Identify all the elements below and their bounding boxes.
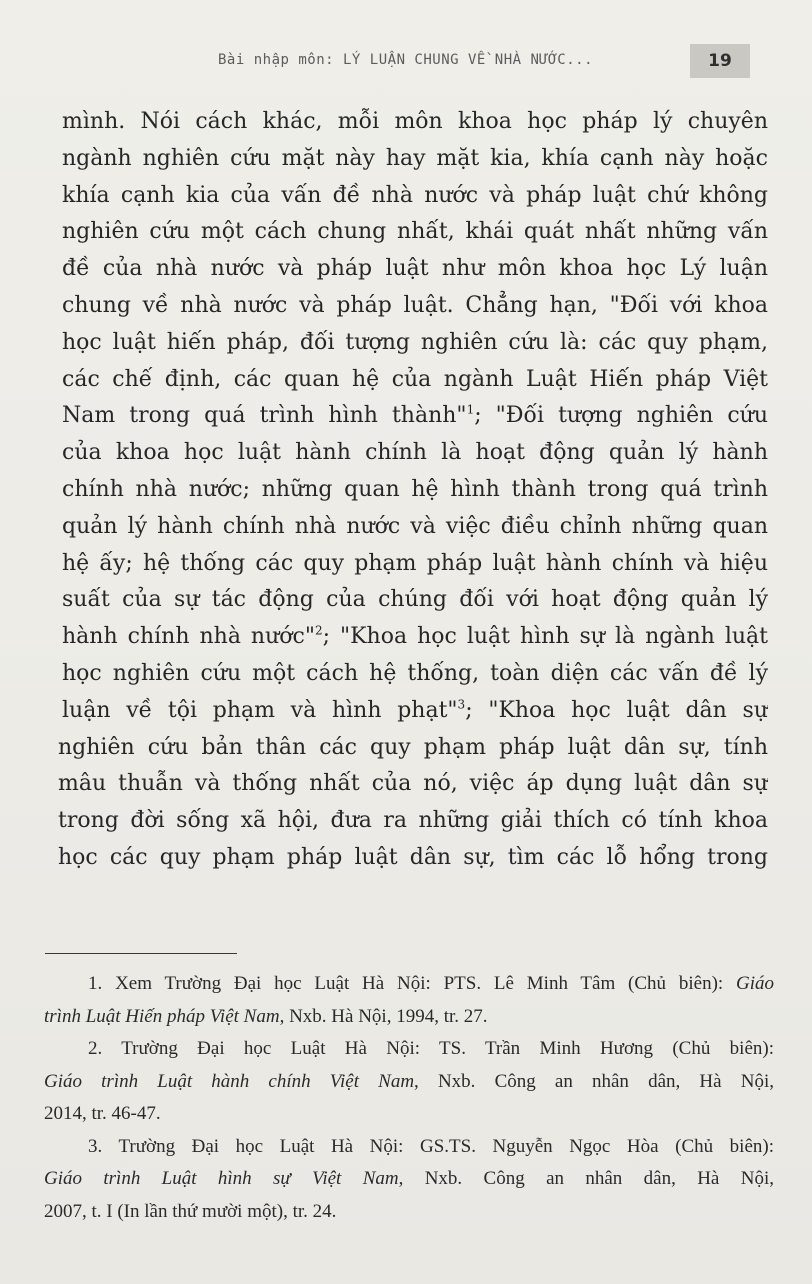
footnote-3-line <box>44 1163 774 1196</box>
footnote-text: , Nxb. Hà Nội, 1994, tr. 27. <box>279 1005 488 1027</box>
body-line <box>50 398 768 435</box>
body-line-text: hành chính nhà nước" <box>62 624 315 650</box>
footnote-2-line <box>44 1066 774 1099</box>
body-line: hệ ấy; hệ thống các quy phạm pháp luật hành chính và hiệu <box>62 550 768 576</box>
page-number: 19 <box>708 51 732 71</box>
footnote-text: , Nxb. Công an nhân dân, Hà Nội, <box>414 1070 774 1092</box>
footnote-book-title: Giáo <box>736 973 774 994</box>
body-line: học nghiên cứu một cách hệ thống, toàn diện các vấn đề lý <box>62 660 768 686</box>
footnote-3-line: 2007, t. I (In lần thứ mười một), tr. 24. <box>44 1200 337 1222</box>
running-title: Bài nhập môn: LÝ LUẬN CHUNG VỀ NHÀ NƯỚC... <box>218 52 594 68</box>
footnote-1-line <box>44 968 774 1001</box>
footnote-3-line: 3. Trường Đại học Luật Hà Nội: GS.TS. Nguyễn Ngọc Hòa (Chủ biên): <box>88 1135 774 1157</box>
footnote-text: , Nxb. Công an nhân dân, Hà Nội, <box>398 1168 774 1189</box>
page-number-box <box>690 44 750 78</box>
body-line: mâu thuẫn và thống nhất của nó, việc áp dụng luật dân sự <box>58 771 768 797</box>
footnote-ref-2[interactable]: 2 <box>314 623 323 638</box>
body-line: mình. Nói cách khác, mỗi môn khoa học pháp lý chuyên <box>62 109 768 134</box>
body-line: nghiên cứu một cách chung nhất, khái quát nhất những vấn <box>62 219 768 245</box>
footnote-separator <box>45 953 237 954</box>
body-line-tail: ; "Khoa học luật dân sự <box>465 697 768 723</box>
body-line: học các quy phạm pháp luật dân sự, tìm các lỗ hổng trong <box>58 844 768 870</box>
body-line <box>50 693 768 730</box>
body-text <box>50 104 768 877</box>
body-line: nghiên cứu bản thân các quy phạm pháp luật dân sự, tính <box>58 734 768 760</box>
footnotes <box>44 968 774 1228</box>
body-line: các chế định, các quan hệ của ngành Luật Hiến pháp Việt <box>62 366 768 392</box>
footnote-book-title: Giáo trình Luật hình sự Việt Nam <box>44 1168 399 1189</box>
body-line: khía cạnh kia của vấn đề nhà nước và pháp luật chứ không <box>62 182 768 208</box>
body-line: của khoa học luật hành chính là hoạt động quản lý hành <box>62 440 768 466</box>
body-line: chính nhà nước; những quan hệ hình thành trong quá trình <box>62 476 768 502</box>
body-line: quản lý hành chính nhà nước và việc điều chỉnh những quan <box>62 513 768 539</box>
page-header <box>0 44 812 84</box>
body-line: chung về nhà nước và pháp luật. Chẳng hạn, "Đối với khoa <box>62 292 768 318</box>
body-line-text: Nam trong quá trình hình thành" <box>62 403 467 429</box>
body-line: suất của sự tác động của chúng đối với hoạt động quản lý <box>62 587 768 613</box>
body-line: học luật hiến pháp, đối tượng nghiên cứu là: các quy phạm, <box>62 329 768 355</box>
body-line <box>50 619 768 656</box>
footnote-book-title: trình Luật Hiến pháp Việt Nam <box>44 1005 280 1027</box>
footnote-2-line: 2. Trường Đại học Luật Hà Nội: TS. Trần Minh Hương (Chủ biên): <box>88 1038 774 1059</box>
body-line-text: luận về tội phạm và hình phạt" <box>62 697 458 723</box>
footnote-ref-1[interactable]: 1 <box>466 403 475 418</box>
footnote-2-line: 2014, tr. 46-47. <box>44 1103 161 1124</box>
footnote-text: 1. Xem Trường Đại học Luật Hà Nội: PTS. Lê Minh Tâm (Chủ biên): <box>88 973 736 994</box>
body-line-tail: ; "Khoa học luật hình sự là ngành luật <box>322 624 768 650</box>
body-line-tail: ; "Đối tượng nghiên cứu <box>474 403 768 429</box>
body-line: đề của nhà nước và pháp luật như môn khoa học Lý luận <box>62 256 768 282</box>
body-line: trong đời sống xã hội, đưa ra những giải thích có tính khoa <box>58 808 768 834</box>
body-line: ngành nghiên cứu mặt này hay mặt kia, khía cạnh này hoặc <box>62 145 768 171</box>
footnote-1-line <box>44 1001 774 1034</box>
footnote-book-title: Giáo trình Luật hành chính Việt Nam <box>44 1070 415 1092</box>
footnote-ref-3[interactable]: 3 <box>457 697 466 712</box>
